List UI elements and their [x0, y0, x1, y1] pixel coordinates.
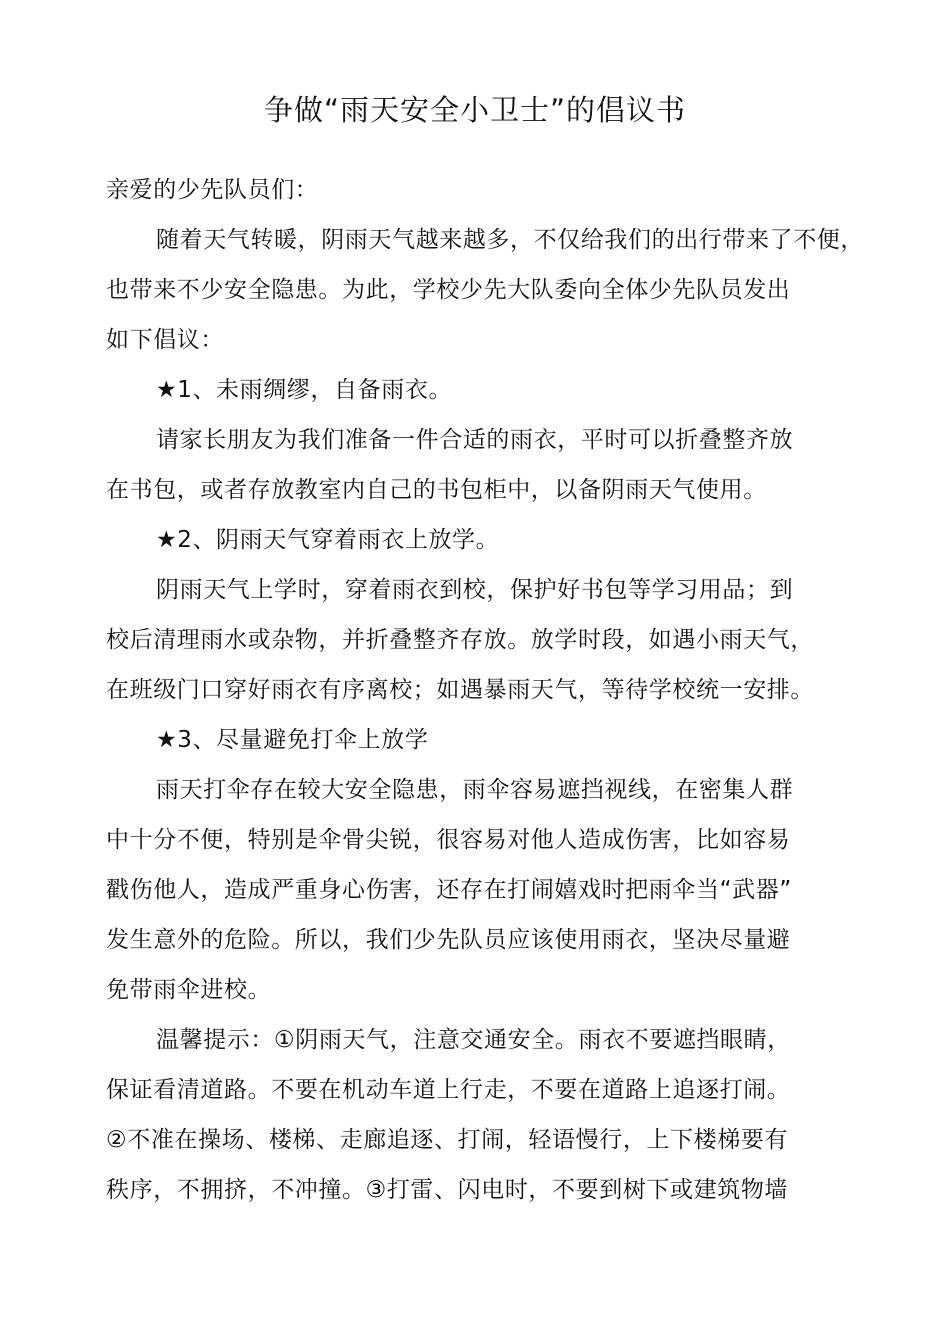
body-line: 雨天打伞存在较大安全隐患，雨伞容易遮挡视线，在密集人群 — [156, 777, 794, 803]
tips-line: 保证看清道路。不要在机动车道上行走，不要在道路上追逐打闹。 — [106, 1077, 791, 1103]
body-line: 中十分不便，特别是伞骨尖锐，很容易对他人造成伤害，比如容易 — [106, 827, 791, 853]
tips-line: ②不准在操场、楼梯、走廊追逐、打闹，轻语慢行，上下楼梯要有 — [106, 1127, 789, 1153]
tips-line: 温馨提示：①阴雨天气，注意交通安全。雨衣不要遮挡眼睛， — [156, 1027, 791, 1053]
body-line: 在班级门口穿好雨衣有序离校；如遇暴雨天气，等待学校统一安排。 — [106, 677, 814, 703]
body-line: 戳伤他人，造成严重身心伤害，还存在打闹嬉戏时把雨伞当“武器” — [106, 877, 792, 903]
section-heading-2: ★2、阴雨天气穿着雨衣上放学。 — [156, 527, 500, 553]
body-line: 校后清理雨水或杂物，并折叠整齐存放。放学时段，如遇小雨天气， — [106, 627, 814, 653]
section-heading-3: ★3、尽量避免打伞上放学 — [156, 727, 429, 753]
body-line: 发生意外的危险。所以，我们少先队员应该使用雨衣，坚决尽量避 — [106, 927, 791, 953]
body-line: 如下倡议： — [106, 327, 224, 353]
body-line: 免带雨伞进校。 — [106, 977, 272, 1003]
tips-line: 秩序，不拥挤，不冲撞。③打雷、闪电时，不要到树下或建筑物墙 — [106, 1177, 789, 1203]
section-heading-1: ★1、未雨绸缪，自备雨衣。 — [156, 377, 453, 403]
body-line: 在书包，或者存放教室内自己的书包柜中，以备阴雨天气使用。 — [106, 477, 767, 503]
body-line: 阴雨天气上学时，穿着雨衣到校，保护好书包等学习用品；到 — [156, 577, 794, 603]
salutation-line: 亲爱的少先队员们： — [106, 177, 319, 203]
document-title: 争做“雨天安全小卫士”的倡议书 — [263, 93, 687, 127]
body-line: 也带来不少安全隐患。为此，学校少先大队委向全体少先队员发出 — [106, 277, 791, 303]
body-line: 请家长朋友为我们准备一件合适的雨衣，平时可以折叠整齐放 — [156, 427, 794, 453]
body-line: 随着天气转暖，阴雨天气越来越多，不仅给我们的出行带来了不便， — [156, 227, 864, 253]
